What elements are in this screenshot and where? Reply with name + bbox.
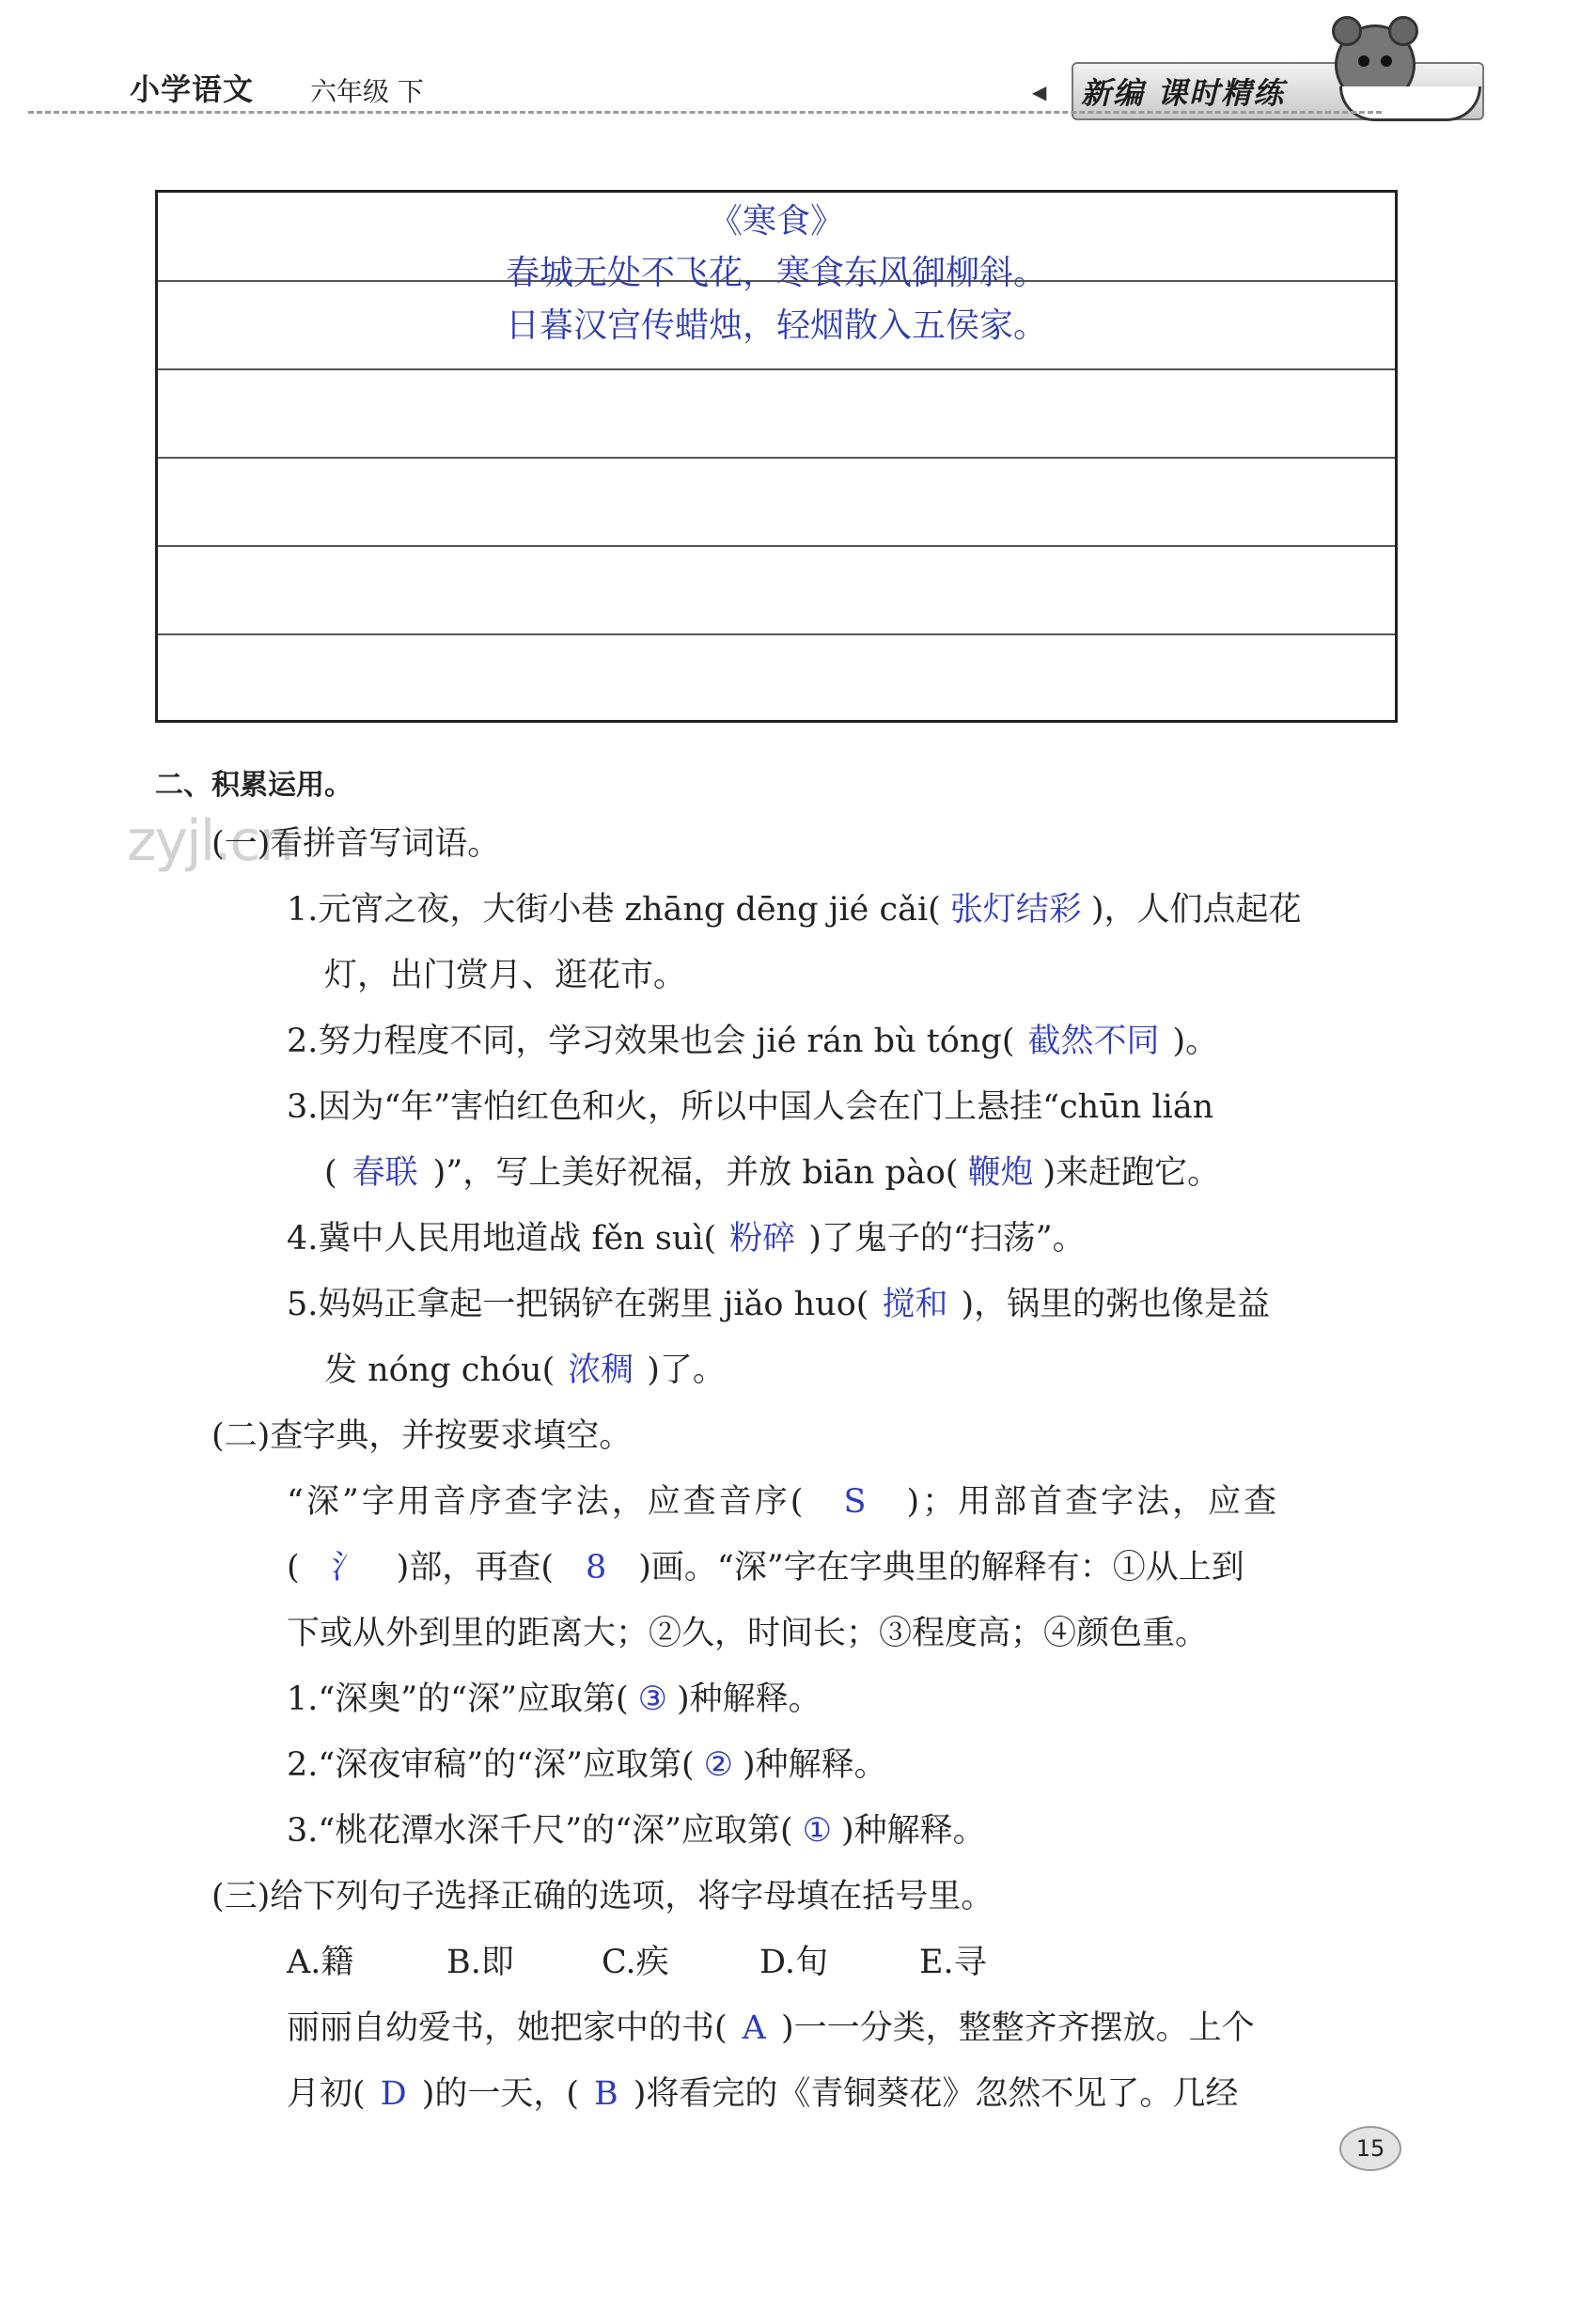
q5-answer-2: 浓稠 [568, 1352, 634, 1389]
sub3-answer: ① [802, 1812, 833, 1850]
q4-answer: 粉碎 [729, 1220, 796, 1258]
part3-answer-1: A [742, 2009, 766, 2047]
series-title: 新编 课时精练 [1081, 75, 1286, 111]
header-arrow-icon: ◀ [1032, 81, 1047, 103]
q2-line: 2.努力程度不同，学习效果也会 jié rán bù tóng( 截然不同 )。 [287, 1023, 1219, 1060]
sub2-answer: ② [703, 1746, 734, 1784]
option-a: A.籍 [287, 1944, 354, 1981]
radical-answer: 氵 [331, 1549, 365, 1586]
watermark: zyjl.cn [127, 808, 293, 874]
header-grade: 六年级 下 [310, 76, 424, 107]
poem-title: 《寒食》 [708, 202, 844, 241]
q5-continuation: 发 nóng chóu( 浓稠 )了。 [324, 1352, 726, 1389]
part2-heading: (二)查字典，并按要求填空。 [211, 1417, 633, 1455]
page-number: 15 [1339, 2126, 1401, 2171]
q2-answer: 截然不同 [1027, 1023, 1160, 1060]
poem-line-2: 日暮汉宫传蜡烛，轻烟散入五侯家。 [505, 306, 1047, 345]
part3-answer-3: B [594, 2075, 618, 2113]
q1-continuation: 灯，出门赏月、逛花市。 [324, 957, 687, 994]
q4-line: 4.冀中人民用地道战 fěn suì( 粉碎 )了鬼子的“扫荡”。 [287, 1220, 1086, 1258]
option-b: B.即 [446, 1944, 514, 1981]
options-row [287, 1936, 987, 1983]
part3-line-2: 月初( D )的一天，( B )将看完的《青铜葵花》忽然不见了。几经 [287, 2075, 1239, 2113]
stroke-count-answer: 8 [585, 1549, 607, 1586]
part2-para-line-3: 下或从外到里的距离大；②久，时间长；③程度高；④颜色重。 [287, 1615, 1209, 1652]
q5-line: 5.妈妈正拿起一把锅铲在粥里 jiǎo huo( 搅和 )，锅里的粥也像是益 [287, 1286, 1271, 1323]
poem-line-1: 春城无处不飞花，寒食东风御柳斜。 [505, 254, 1047, 292]
q3-answer-2: 鞭炮 [967, 1154, 1034, 1192]
q3-continuation: ( 春联 )”，写上美好祝福，并放 biān pào( 鞭炮 )来赶跑它。 [324, 1154, 1221, 1192]
part2-sub-2: 2.“深夜审稿”的“深”应取第( ② )种解释。 [287, 1746, 887, 1784]
header-subject: 小学语文 [130, 71, 255, 107]
part2-para-line-1: “深”字用音序查字法，应查音序( S )；用部首查字法，应查 [287, 1483, 1280, 1521]
q3-line: 3.因为“年”害怕红色和火，所以中国人会在门上悬挂“chūn lián [287, 1088, 1214, 1126]
part2-para-line-2: ( 氵 )部，再查( 8 )画。“深”字在字典里的解释有：①从上到 [287, 1549, 1244, 1586]
part2-sub-3: 3.“桃花潭水深千尺”的“深”应取第( ① )种解释。 [287, 1812, 986, 1850]
sub1-answer: ③ [637, 1680, 668, 1718]
header-divider [28, 111, 1382, 114]
part3-heading: (三)给下列句子选择正确的选项，将字母填在括号里。 [211, 1878, 994, 1915]
part3-line-1: 丽丽自幼爱书，她把家中的书( A )一一分类，整整齐齐摆放。上个 [287, 2009, 1255, 2047]
section-heading: 二、积累运用。 [155, 769, 352, 802]
part2-sub-1: 1.“深奥”的“深”应取第( ③ )种解释。 [287, 1680, 821, 1718]
open-book-icon [1339, 86, 1481, 121]
initial-answer: S [843, 1483, 869, 1521]
part3-answer-2: D [380, 2075, 407, 2113]
q1-line: 1.元宵之夜，大街小巷 zhāng dēng jié cǎi( 张灯结彩 )，人们点起花 [287, 891, 1302, 929]
q1-answer: 张灯结彩 [949, 891, 1082, 929]
option-e: E.寻 [919, 1944, 987, 1981]
option-d: D.旬 [759, 1944, 828, 1981]
q3-answer-1: 春联 [352, 1154, 418, 1192]
part1-heading: (一)看拼音写词语。 [211, 825, 501, 863]
q5-answer-1: 搅和 [882, 1286, 948, 1323]
option-c: C.疾 [602, 1944, 669, 1981]
